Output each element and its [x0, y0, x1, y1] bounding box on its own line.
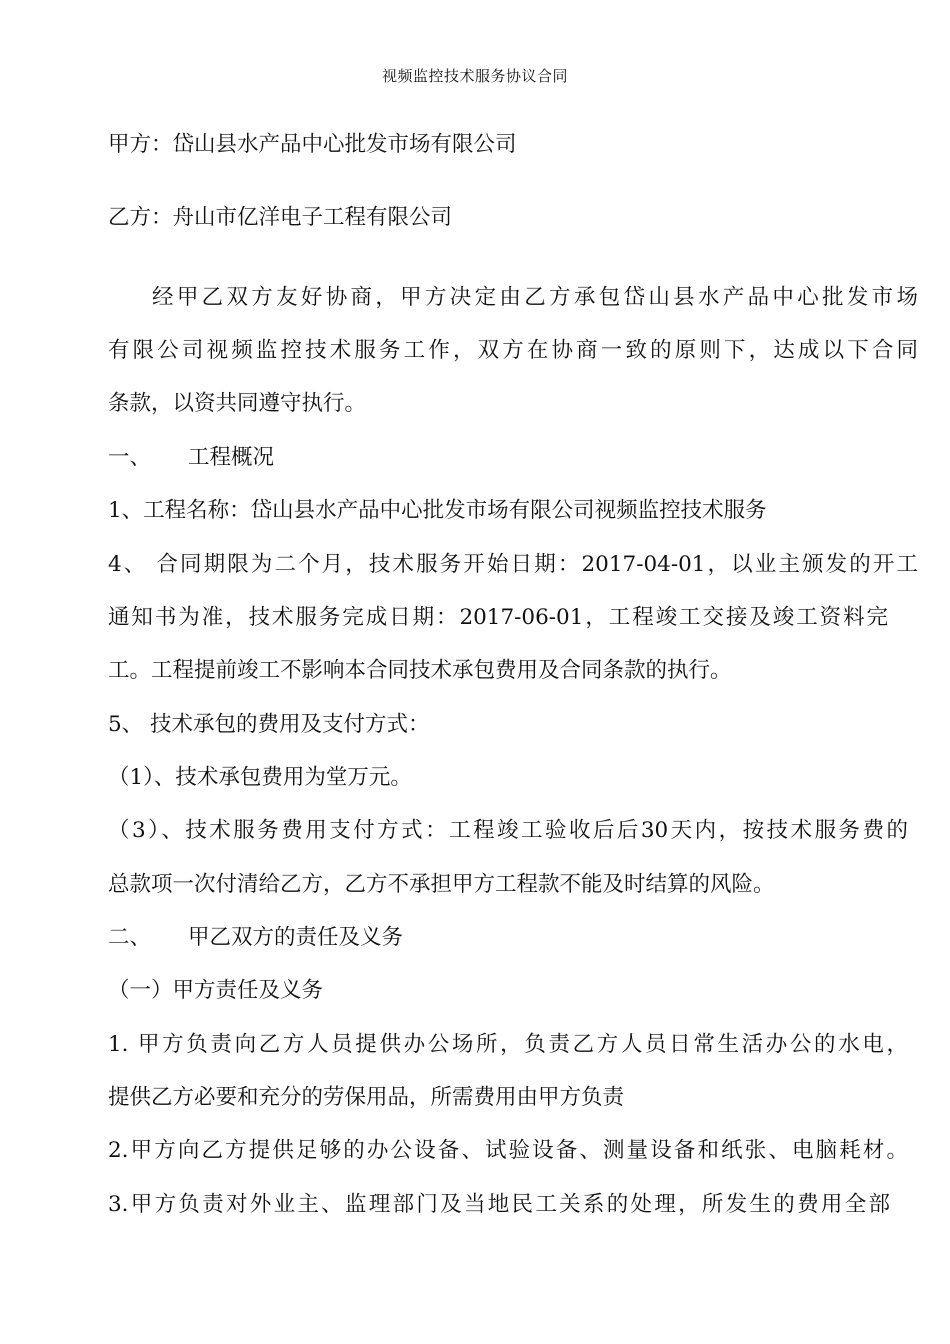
item-5-line: 5、 技术承包的费用及支付方式： — [108, 712, 430, 737]
section-1-title: 工程概况 — [188, 445, 275, 470]
intro-line-2: 有限公司视频监控技术服务工作，双方在协商一致的原则下，达成以下合同 — [108, 338, 918, 363]
duty-2-line: 2.甲方向乙方提供足够的办公设备、试验设备、测量设备和纸张、电脑耗材。 — [108, 1138, 908, 1163]
document-title: 视频监控技术服务协议合同 — [381, 67, 568, 85]
duty-3-line: 3.甲方负责对外业主、监理部门及当地民工关系的处理，所发生的费用全部 — [108, 1192, 890, 1217]
item-4-line-1: 4、 合同期限为二个月，技术服务开始日期：2017-04-01，以业主颁发的开工 — [108, 552, 918, 577]
sub-item-1-line: （1）、技术承包费用为堂万元。 — [108, 765, 412, 790]
duty-1-line-2: 提供乙方必要和充分的劳保用品，所需费用由甲方负责 — [108, 1085, 625, 1110]
intro-line-3: 条款，以资共同遵守执行。 — [108, 391, 367, 416]
sub-item-3-line-1: （3）、技术服务费用支付方式：工程竣工验收后后30天内，按技术服务费的 — [108, 818, 908, 843]
party-b-line: 乙方：舟山市亿洋电子工程有限公司 — [108, 205, 453, 230]
item-1-line: 1、工程名称：岱山县水产品中心批发市场有限公司视频监控技术服务 — [108, 498, 767, 523]
section-1-number: 一、 — [108, 445, 152, 470]
party-a-line: 甲方：岱山县水产品中心批发市场有限公司 — [108, 132, 517, 157]
intro-line-1: 经甲乙双方友好协商，甲方决定由乙方承包岱山县水产品中心批发市场 — [152, 285, 918, 310]
section-2-heading — [108, 924, 918, 952]
sub-item-3-line-2: 总款项一次付清给乙方，乙方不承担甲方工程款不能及时结算的风险。 — [108, 872, 775, 897]
item-4-line-2: 通知书为准，技术服务完成日期：2017-06-01，工程竣工交接及竣工资料完 — [108, 605, 888, 630]
section-1-heading — [108, 444, 918, 472]
sub-heading-party-a-duties: （一）甲方责任及义务 — [108, 978, 324, 1003]
section-2-number: 二、 — [108, 925, 152, 950]
item-4-line-3: 工。工程提前竣工不影响本合同技术承包费用及合同条款的执行。 — [108, 658, 732, 683]
section-2-title: 甲乙双方的责任及义务 — [188, 925, 404, 950]
duty-1-line-1: 1. 甲方负责向乙方人员提供办公场所，负责乙方人员日常生活办公的水电， — [108, 1032, 908, 1057]
